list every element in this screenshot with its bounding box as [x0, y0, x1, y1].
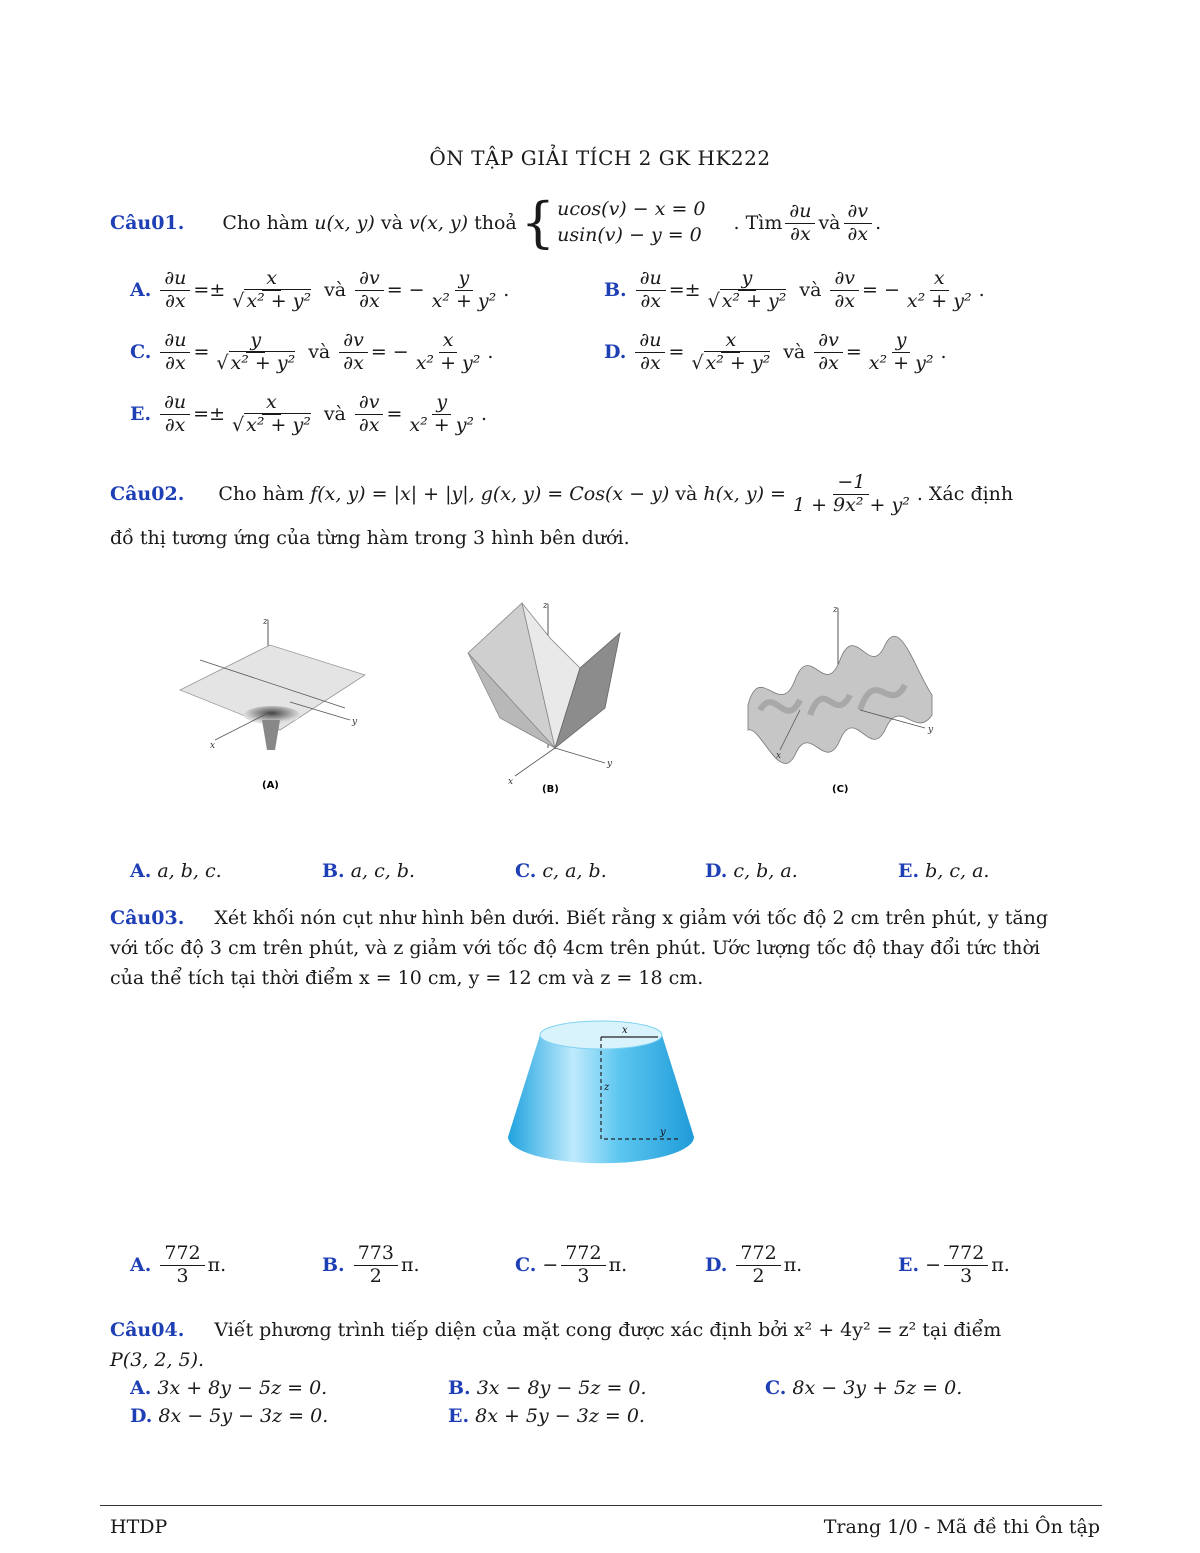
q2-functions: f(x, y) = |x| + |y|, g(x, y) = Cos(x − y) [310, 483, 670, 506]
q2-option-e[interactable]: E. b, c, a. [898, 860, 990, 882]
q1-v: v(x, y) [408, 212, 469, 234]
q1-text: Cho hàm [222, 212, 309, 234]
svg-text:z: z [833, 605, 838, 615]
caption-b: (B) [542, 784, 559, 795]
q2-option-b[interactable]: B. a, c, b. [322, 860, 416, 882]
q1-dv-dx: $\frac{\partial v}{\partial x}$ [844, 201, 873, 246]
q4-option-d[interactable]: D. 8x − 5y − 3z = 0. [130, 1405, 329, 1427]
q2-h-fraction: $\frac{-1}{\text{1 + 9x² + y²}}$ [792, 471, 910, 516]
q1-u: u(x, y) [314, 212, 375, 234]
svg-text:y: y [928, 725, 934, 735]
q1-and: và [380, 212, 403, 234]
q3-label: Câu03. [110, 907, 185, 929]
z-axis-label: z [263, 617, 268, 627]
svg-text:y: y [660, 1127, 666, 1138]
q1-label: Câu01. [110, 212, 185, 234]
q2-option-c[interactable]: C. c, a, b. [515, 860, 607, 882]
q2-option-d[interactable]: D. c, b, a. [705, 860, 798, 882]
q1-option-c[interactable]: C. $\frac{\partial u}{\partial x}$ = $\frac{y}{\text{√ x² + y²}}$ và $\frac{\partial v}{\partial x}$ = − $\frac{x}{\text{x² + y²}}$ . [130, 329, 494, 374]
q1-and2: và [818, 212, 841, 234]
q3-statement: Câu03. Xét khối nón cụt như hình bên dưới. Biết rằng x giảm với tốc độ 2 cm trên phút, y tăng với tốc độ 3 cm trên phút, và z giảm với tốc độ 4cm trên phút. Ước lượng tốc độ thay đổi tức thời của thể tích tại thời điểm x = 10 cm, y = 12 cm và z = 18 cm. [110, 903, 1100, 993]
q1-eq1: ucos(v) − x = 0 [557, 198, 706, 221]
well-spike [262, 720, 280, 750]
y-axis-label: y [352, 717, 358, 727]
q3-option-e[interactable]: E. − $\frac{772}{3}$ π. [898, 1242, 1010, 1287]
q2-label: Câu02. [110, 483, 185, 506]
q2-statement: Câu02. Cho hàm f(x, y) = |x| + |y|, g(x, y) = Cos(x − y) và h(x, y) = $\frac{-1}{\text{1 + 9x² + y²}}$ . Xác định [110, 471, 1014, 516]
q3-option-b[interactable]: B. $\frac{773}{2}$ π. [322, 1242, 420, 1287]
q3-option-c[interactable]: C. − $\frac{772}{3}$ π. [515, 1242, 628, 1287]
q1-du-dx: $\frac{\partial u}{\partial x}$ [785, 201, 815, 246]
left-brace: { [520, 191, 556, 254]
q4-option-c[interactable]: C. 8x − 3y + 5z = 0. [765, 1377, 963, 1399]
q4-option-a[interactable]: A. 3x + 8y − 5z = 0. [130, 1377, 328, 1399]
q1-find: . Tìm [733, 212, 783, 234]
q1-option-e[interactable]: E. $\frac{\partial u}{\partial x}$ =± $\frac{x}{\text{√ x² + y²}}$ và $\frac{\partial v}{\partial x}$ = $\frac{y}{\text{x² + y²}}$ . [130, 391, 488, 436]
q2-option-a[interactable]: A. a, b, c. [130, 860, 222, 882]
q1-option-d[interactable]: D. $\frac{\partial u}{\partial x}$ = $\frac{x}{\text{√ x² + y²}}$ và $\frac{\partial v}{\partial x}$ = $\frac{y}{\text{x² + y²}}$ . [604, 329, 947, 374]
q4-label: Câu04. [110, 1319, 185, 1341]
q4-statement: Câu04. Viết phương trình tiếp diện của mặt cong được xác định bởi x² + 4y² = z² tại điểm P(3, 2, 5). [110, 1315, 1100, 1375]
x-axis-label: x [210, 741, 216, 751]
q1-option-a[interactable]: A. $\frac{\partial u}{\partial x}$ =± $\frac{x}{\text{√ x² + y²}}$ và $\frac{\partial v}{\partial x}$ = − $\frac{y}{\text{x² + y²}}$ . [130, 267, 510, 312]
footer-divider [100, 1505, 1102, 1506]
q1-satisfy: thoả [474, 212, 517, 234]
footer-right: Trang 1/0 - Mã đề thi Ôn tập [823, 1516, 1100, 1538]
svg-text:x: x [622, 1025, 628, 1036]
page-title: ÔN TẬP GIẢI TÍCH 2 GK HK222 [429, 146, 771, 170]
q1-eq2: usin(v) − y = 0 [557, 224, 702, 246]
svg-text:x: x [508, 777, 514, 787]
q1-system [520, 191, 706, 254]
q1-option-b[interactable]: B. $\frac{\partial u}{\partial x}$ =± $\frac{y}{\text{√ x² + y²}}$ và $\frac{\partial v}{\partial x}$ = − $\frac{x}{\text{x² + y²}}$ . [604, 267, 985, 312]
graph-b [460, 598, 630, 798]
q3-option-d[interactable]: D. $\frac{772}{2}$ π. [705, 1242, 803, 1287]
graph-a [170, 590, 370, 800]
q3-option-a[interactable]: A. $\frac{772}{3}$ π. [130, 1242, 227, 1287]
q2-line2: đồ thị tương ứng của từng hàm trong 3 hình bên dưới. [110, 527, 630, 549]
q1-statement: Câu01. Cho hàm u(x, y) và v(x, y) thoả { ucos(v) − x = 0 usin(v) − y = 0 . Tìm $\frac{\partial u}{\partial x}$ và $\frac{\partial v}{\partial x}$ . [110, 191, 882, 254]
caption-a: (A) [262, 780, 279, 791]
cone-figure [500, 1015, 700, 1170]
svg-text:z: z [543, 601, 548, 611]
graph-c [740, 600, 950, 800]
q4-option-b[interactable]: B. 3x − 8y − 5z = 0. [448, 1377, 647, 1399]
q4-option-e[interactable]: E. 8x + 5y − 3z = 0. [448, 1405, 645, 1427]
svg-text:y: y [607, 759, 613, 769]
caption-c: (C) [832, 784, 849, 795]
svg-text:z: z [604, 1082, 610, 1093]
svg-text:x: x [776, 751, 782, 761]
footer-left: HTDP [110, 1516, 168, 1538]
wave-surface [748, 636, 932, 763]
